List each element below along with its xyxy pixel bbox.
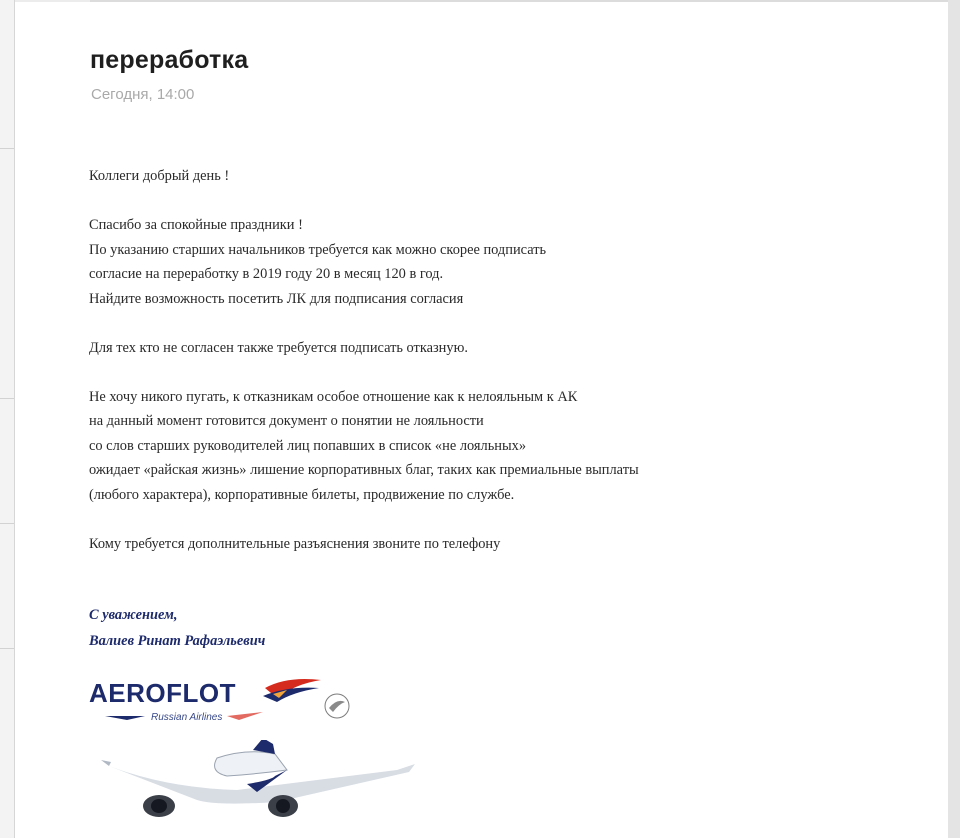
aeroflot-logo — [87, 672, 357, 728]
body-line: По указанию старших начальников требуется как можно скорее подписать — [89, 241, 547, 258]
body-line: Для тех кто не согласен также требуется подписать отказную. — [89, 339, 468, 356]
body-line: со слов старших руководителей лиц попавших в список «не лояльных» — [89, 437, 527, 454]
blank-line — [89, 311, 909, 336]
body-line: на данный момент готовится документ о понятии не лояльности — [89, 413, 484, 429]
airplane-image — [97, 740, 427, 830]
body-line: согласие на переработку в 2019 году 20 в месяц 120 в год. — [89, 266, 444, 282]
body-line: Коллеги добрый день ! — [89, 168, 230, 184]
email-body — [89, 164, 909, 556]
body-line: ожидает «райская жизнь» лишение корпоративных благ, таких как премиальные выплаты — [89, 462, 639, 478]
list-divider — [0, 523, 14, 524]
list-divider — [0, 398, 14, 399]
signature-closing: С уважением, — [89, 607, 178, 623]
body-line: (любого характера), корпоративные билеты, продвижение по службе. — [89, 486, 515, 503]
list-divider — [0, 648, 14, 649]
signature-name: Валиев Ринат Рафаэльевич — [89, 633, 266, 649]
body-line: Спасибо за спокойные праздники ! — [89, 217, 303, 233]
body-line: Найдите возможность посетить ЛК для подписания согласия — [89, 290, 464, 307]
email-subject: переработка — [90, 46, 249, 74]
email-signature — [89, 602, 265, 654]
blank-line — [89, 189, 909, 214]
window-edge — [948, 0, 960, 838]
mail-list-strip[interactable] — [0, 0, 15, 838]
svg-text:Russian Airlines: Russian Airlines — [151, 712, 223, 723]
list-divider — [0, 148, 14, 149]
body-line: Кому требуется дополнительные разъяснения звоните по телефону — [89, 535, 501, 552]
svg-text:AEROFLOT: AEROFLOT — [89, 678, 236, 708]
email-date: Сегодня, 14:00 — [91, 86, 195, 103]
blank-line — [89, 507, 909, 532]
email-view — [15, 2, 948, 838]
blank-line — [89, 360, 909, 385]
body-line: Не хочу никого пугать, к отказникам особое отношение как к нелояльным к АК — [89, 388, 578, 405]
